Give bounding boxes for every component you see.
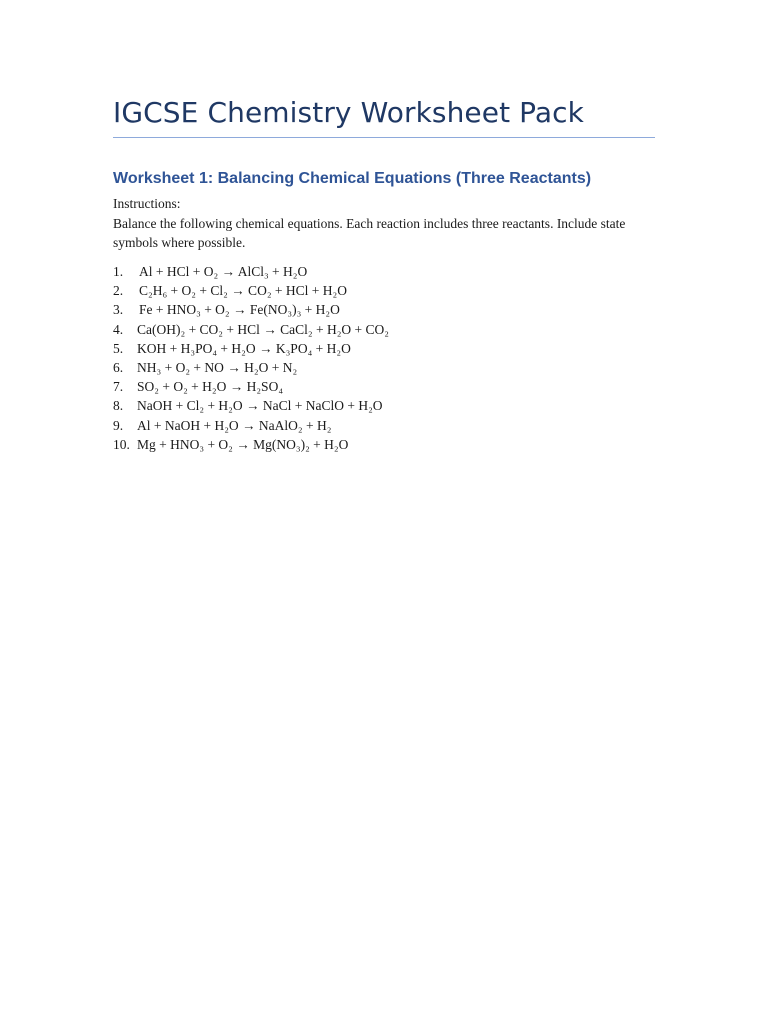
equation-text: Al + HCl + O₂ → AlCl₃ + H₂O bbox=[139, 264, 308, 279]
equation-text: SO₂ + O₂ + H₂O → H₂SO₄ bbox=[137, 379, 284, 395]
equation-item bbox=[113, 322, 655, 341]
equation-number: 3. bbox=[113, 302, 124, 318]
equation-item bbox=[113, 264, 655, 283]
equation-item bbox=[113, 418, 655, 437]
equation-item bbox=[113, 360, 655, 379]
instructions-label: Instructions: bbox=[113, 196, 181, 211]
equation-text: Mg + HNO₃ + O₂ → Mg(NO₃)₂ + H₂O bbox=[137, 436, 349, 452]
equation-item bbox=[113, 398, 655, 417]
equation-text: NH₃ + O₂ + NO → H₂O + N₂ bbox=[137, 359, 298, 375]
document-page bbox=[113, 96, 655, 456]
equation-number: 6. bbox=[113, 359, 124, 375]
equation-number: 8. bbox=[113, 398, 124, 414]
equation-list bbox=[113, 264, 655, 456]
equation-text: Fe + HNO₃ + O₂ → Fe(NO₃)₃ + H₂O bbox=[139, 302, 340, 318]
equation-text: C₂H₆ + O₂ + Cl₂ → CO₂ + HCl + H₂O bbox=[139, 283, 347, 299]
equation-number: 5. bbox=[113, 340, 124, 356]
equation-item bbox=[113, 302, 655, 321]
equation-number: 9. bbox=[113, 417, 124, 433]
worksheet-heading: Worksheet 1: Balancing Chemical Equations (Three Reactants) bbox=[113, 170, 592, 187]
equation-number: 4. bbox=[113, 321, 124, 337]
page-title: IGCSE Chemistry Worksheet Pack bbox=[113, 96, 655, 138]
equation-number: 7. bbox=[113, 379, 124, 395]
equation-text: Al + NaOH + H₂O → NaAlO₂ + H₂ bbox=[137, 417, 332, 433]
equation-number: 2. bbox=[113, 283, 124, 299]
equation-text: NaOH + Cl₂ + H₂O → NaCl + NaClO + H₂O bbox=[137, 398, 383, 414]
equation-text: Ca(OH)₂ + CO₂ + HCl → CaCl₂ + H₂O + CO₂ bbox=[137, 321, 389, 337]
equation-item bbox=[113, 437, 655, 456]
equation-number: 10. bbox=[113, 436, 130, 452]
equation-item bbox=[113, 379, 655, 398]
equation-item bbox=[113, 341, 655, 360]
equation-text: KOH + H₃PO₄ + H₂O → K₃PO₄ + H₂O bbox=[137, 340, 351, 356]
equation-item bbox=[113, 283, 655, 302]
equation-number: 1. bbox=[113, 264, 124, 279]
instructions-text: Balance the following chemical equations. Each reaction includes three reactants. Include state symbols where possible. bbox=[113, 216, 626, 250]
